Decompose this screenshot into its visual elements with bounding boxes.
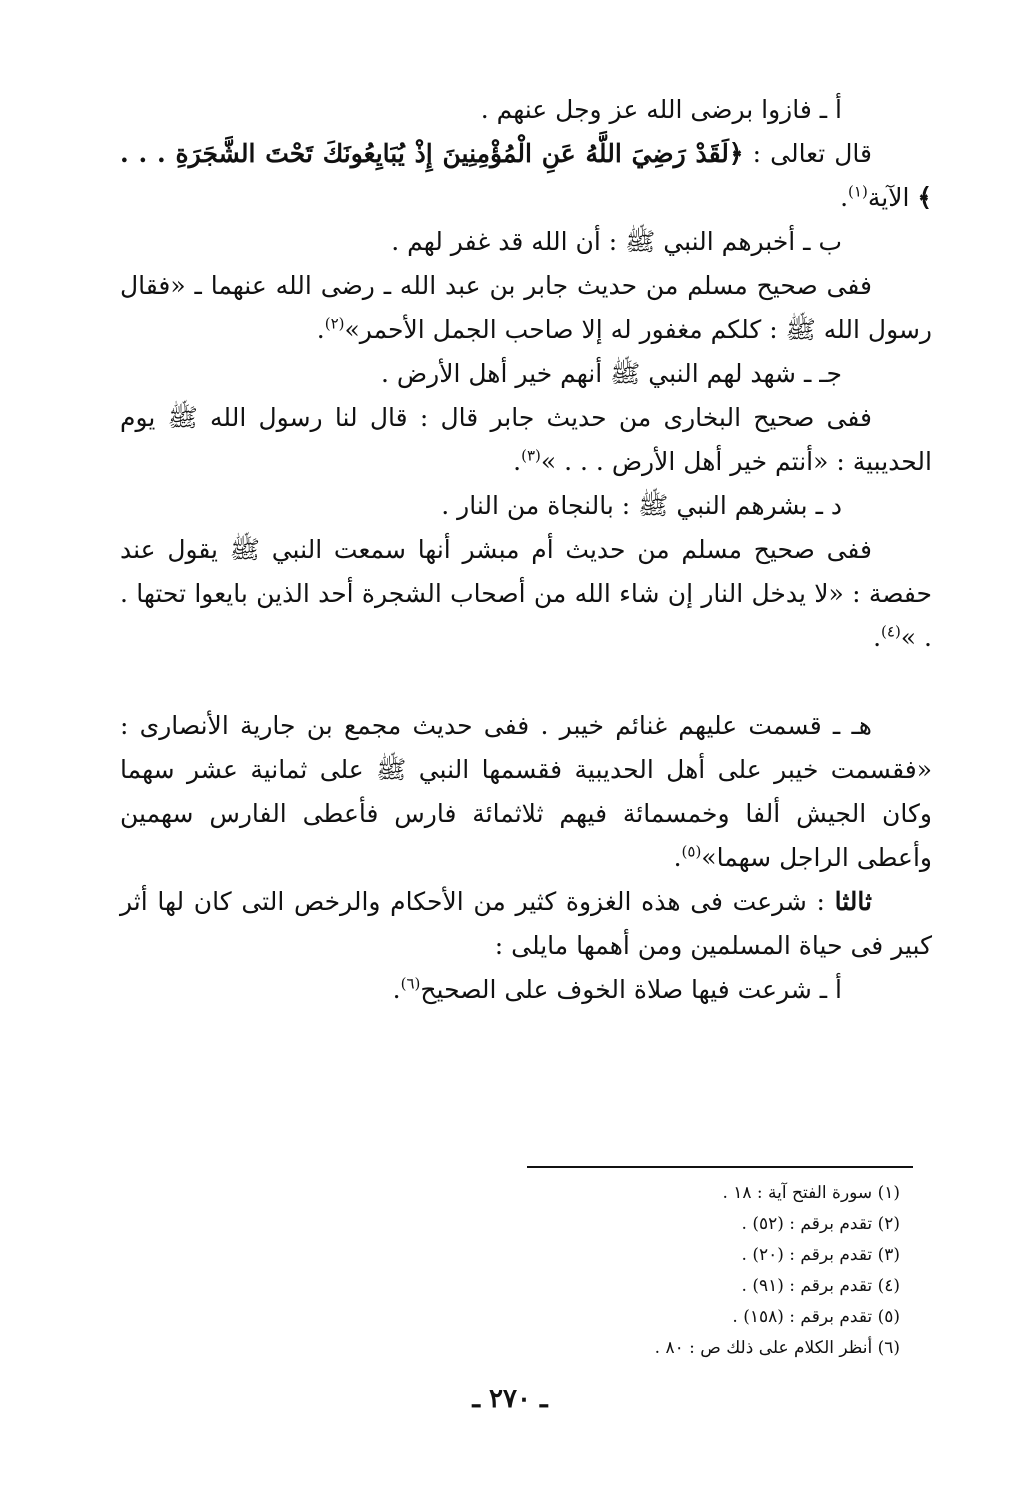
body-paragraph bbox=[120, 704, 932, 880]
text-run: أ ـ فازوا برضى الله عز وجل عنهم . bbox=[480, 95, 842, 124]
text-run: ب ـ أخبرهم النبي ﷺ : أن الله قد غفر لهم . bbox=[391, 227, 842, 256]
body-paragraph bbox=[120, 396, 932, 484]
page-number: ـ ٢٧٠ ـ bbox=[472, 1384, 548, 1414]
section-heading bbox=[120, 968, 932, 1012]
text-run: قال تعالى : bbox=[743, 139, 872, 168]
text-run: . bbox=[840, 183, 849, 212]
body-paragraph bbox=[120, 528, 932, 660]
text-run: جـ ـ شهد لهم النبي ﷺ أنهم خير أهل الأرض . bbox=[381, 359, 842, 388]
footnote-item: (٤) تقدم برقم : (٩١) . bbox=[741, 1276, 900, 1296]
text-run: : شرعت فى هذه الغزوة كثير من الأحكام والرخص التى كان لها أثر كبير فى حياة المسلمين ومن أهمها مايلى : bbox=[120, 887, 932, 960]
footnote-item: (٥) تقدم برقم : (١٥٨) . bbox=[732, 1307, 900, 1327]
footnote-ref: (٢) bbox=[324, 314, 345, 333]
text-run: . bbox=[873, 623, 882, 652]
text-run: ففى صحيح مسلم من حديث أم مبشر أنها سمعت النبي ﷺ يقول عند حفصة : «لا يدخل النار إن شاء الله من أصحاب الشجرة أحد الذين بايعوا تحتها . . » bbox=[120, 535, 932, 652]
footnotes-list bbox=[400, 1178, 900, 1364]
section-heading bbox=[120, 88, 932, 132]
section-heading bbox=[120, 220, 932, 264]
section-heading bbox=[120, 484, 932, 528]
text-run: الآية bbox=[867, 183, 918, 212]
footnote-ref: (٤) bbox=[881, 622, 901, 641]
text-run: أ ـ شرعت فيها صلاة الخوف على الصحيح bbox=[420, 975, 842, 1004]
text-run: هـ ـ قسمت عليهم غنائم خيبر . ففى حديث مجمع بن جارية الأنصارى : «فقسمت خيبر على أهل الحديبية فقسمها النبي ﷺ على ثمانية عشر سهما وكان الجيش ألفا وخمسمائة فيهم ثلاثمائة فارس فأعطى الفارس سهمين وأعطى الراجل سهما» bbox=[120, 711, 932, 872]
footnote-ref: (٥) bbox=[681, 842, 702, 861]
body-paragraph bbox=[120, 132, 932, 220]
text-run: . bbox=[316, 315, 325, 344]
text-run: . bbox=[513, 447, 522, 476]
footnote-ref: (٦) bbox=[400, 974, 421, 993]
quran-verse: ﴿لَقَدْ رَضِيَ اللَّهُ عَنِ الْمُؤْمِنِينَ إِذْ يُبَايِعُونَكَ تَحْتَ الشَّجَرَةِ . . . ﴾ bbox=[120, 139, 932, 212]
footnote-item: (٣) تقدم برقم : (٢٠) . bbox=[741, 1245, 900, 1265]
footnote-ref: (٣) bbox=[521, 446, 541, 465]
paragraph-gap bbox=[120, 660, 932, 704]
text-run: . bbox=[673, 843, 682, 872]
footnote-item: (١) سورة الفتح آية : ١٨ . bbox=[722, 1183, 900, 1203]
main-text bbox=[120, 88, 932, 1012]
body-paragraph bbox=[120, 264, 932, 352]
text-run: د ـ بشرهم النبي ﷺ : بالنجاة من النار . bbox=[441, 491, 842, 520]
text-run: . bbox=[392, 975, 401, 1004]
section-heading bbox=[120, 352, 932, 396]
body-paragraph bbox=[120, 880, 932, 968]
footnote-ref: (١) bbox=[848, 182, 868, 201]
text-run: ففى صحيح البخارى من حديث جابر قال : قال لنا رسول الله ﷺ يوم الحديبية : «أنتم خير أهل الأرض . . . » bbox=[120, 403, 932, 476]
footnote-divider bbox=[527, 1166, 913, 1168]
bold-label: ثالثا bbox=[834, 887, 872, 916]
footnote-item: (٢) تقدم برقم : (٥٢) . bbox=[741, 1214, 900, 1234]
footnote-item: (٦) أنظر الكلام على ذلك ص : ٨٠ . bbox=[654, 1338, 900, 1358]
text-run: ففى صحيح مسلم من حديث جابر بن عبد الله ـ رضى الله عنهما ـ «فقال رسول الله ﷺ : كلكم مغفور له إلا صاحب الجمل الأحمر» bbox=[120, 271, 932, 344]
